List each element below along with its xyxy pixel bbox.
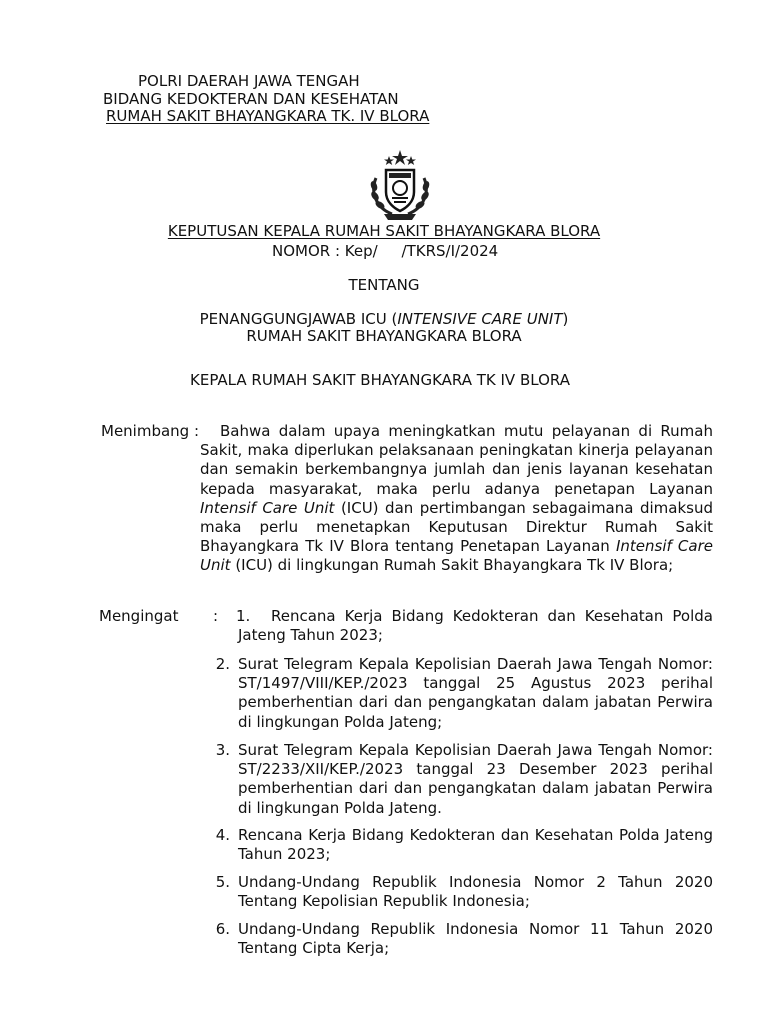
list-number: 1. xyxy=(236,607,251,625)
list-number: 2. xyxy=(215,655,230,673)
menimbang-label: Menimbang : xyxy=(101,422,200,440)
list-item: Undang-Undang Republik Indonesia Nomor 11 Tahun 2020 Tentang Cipta Kerja; xyxy=(238,920,713,958)
header-line-1: POLRI DAERAH JAWA TENGAH xyxy=(138,72,360,90)
menimbang-text: Bahwa dalam upaya meningkatkan mutu pelayanan di Rumah Sakit, maka diperlukan pelaksanaan peningkatan kinerja pelayanan dan semakin berkembangnya jumlah dan jenis layanan kesehatan kepada masyarakat, maka perlu adanya penetapan Layanan Intensif Care Unit (ICU) dan pertimbangan sebagaimana dimaksud maka perlu menetapkan Keputusan Direktur Rumah Sakit Bhayangkara Tk IV Blora tentang Penetapan Layanan Intensif Care Unit (ICU) di lingkungan Rumah Sakit Bhayangkara Tk IV Blora; xyxy=(200,422,713,575)
decree-subject: PENANGGUNGJAWAB ICU (INTENSIVE CARE UNIT) xyxy=(199,310,569,328)
list-item: Surat Telegram Kepala Kepolisian Daerah Jawa Tengah Nomor: ST/2233/XII/KEP./2023 tanggal 23 Desember 2023 perihal pemberhentian dari dan pengangkatan dalam jabatan Perwira di lingkungan Polda Jateng. xyxy=(238,741,713,817)
list-number: 3. xyxy=(215,741,230,759)
list-item: Rencana Kerja Bidang Kedokteran dan Kesehatan Polda Jateng Tahun 2023; xyxy=(238,607,713,645)
header-line-3: RUMAH SAKIT BHAYANGKARA TK. IV BLORA xyxy=(106,107,430,125)
list-number: 6. xyxy=(215,920,230,938)
decree-title: KEPUTUSAN KEPALA RUMAH SAKIT BHAYANGKARA BLORA xyxy=(167,222,601,240)
list-item: Rencana Kerja Bidang Kedokteran dan Kesehatan Polda Jateng Tahun 2023; xyxy=(238,826,713,864)
list-item: Undang-Undang Republik Indonesia Nomor 2 Tahun 2020 Tentang Kepolisian Republik Indonesia; xyxy=(238,873,713,911)
decree-number: NOMOR : Kep/ /TKRS/I/2024 xyxy=(272,242,499,260)
decree-tentang: TENTANG xyxy=(348,276,420,294)
polri-emblem-icon xyxy=(362,148,438,224)
decree-subject-line-2: RUMAH SAKIT BHAYANGKARA BLORA xyxy=(246,327,522,345)
mengingat-label: Mengingat xyxy=(99,607,179,625)
list-item: Surat Telegram Kepala Kepolisian Daerah Jawa Tengah Nomor: ST/1497/VIII/KEP./2023 tanggal 25 Agustus 2023 perihal pemberhentian dari dan pengangkatan dalam jabatan Perwira di lingkungan Polda Jateng; xyxy=(238,655,713,731)
header-line-2: BIDANG KEDOKTERAN DAN KESEHATAN xyxy=(103,90,399,108)
list-number: 4. xyxy=(215,826,230,844)
decree-issuer: KEPALA RUMAH SAKIT BHAYANGKARA TK IV BLORA xyxy=(190,371,570,389)
list-number: 5. xyxy=(215,873,230,891)
mengingat-colon: : xyxy=(213,607,219,625)
